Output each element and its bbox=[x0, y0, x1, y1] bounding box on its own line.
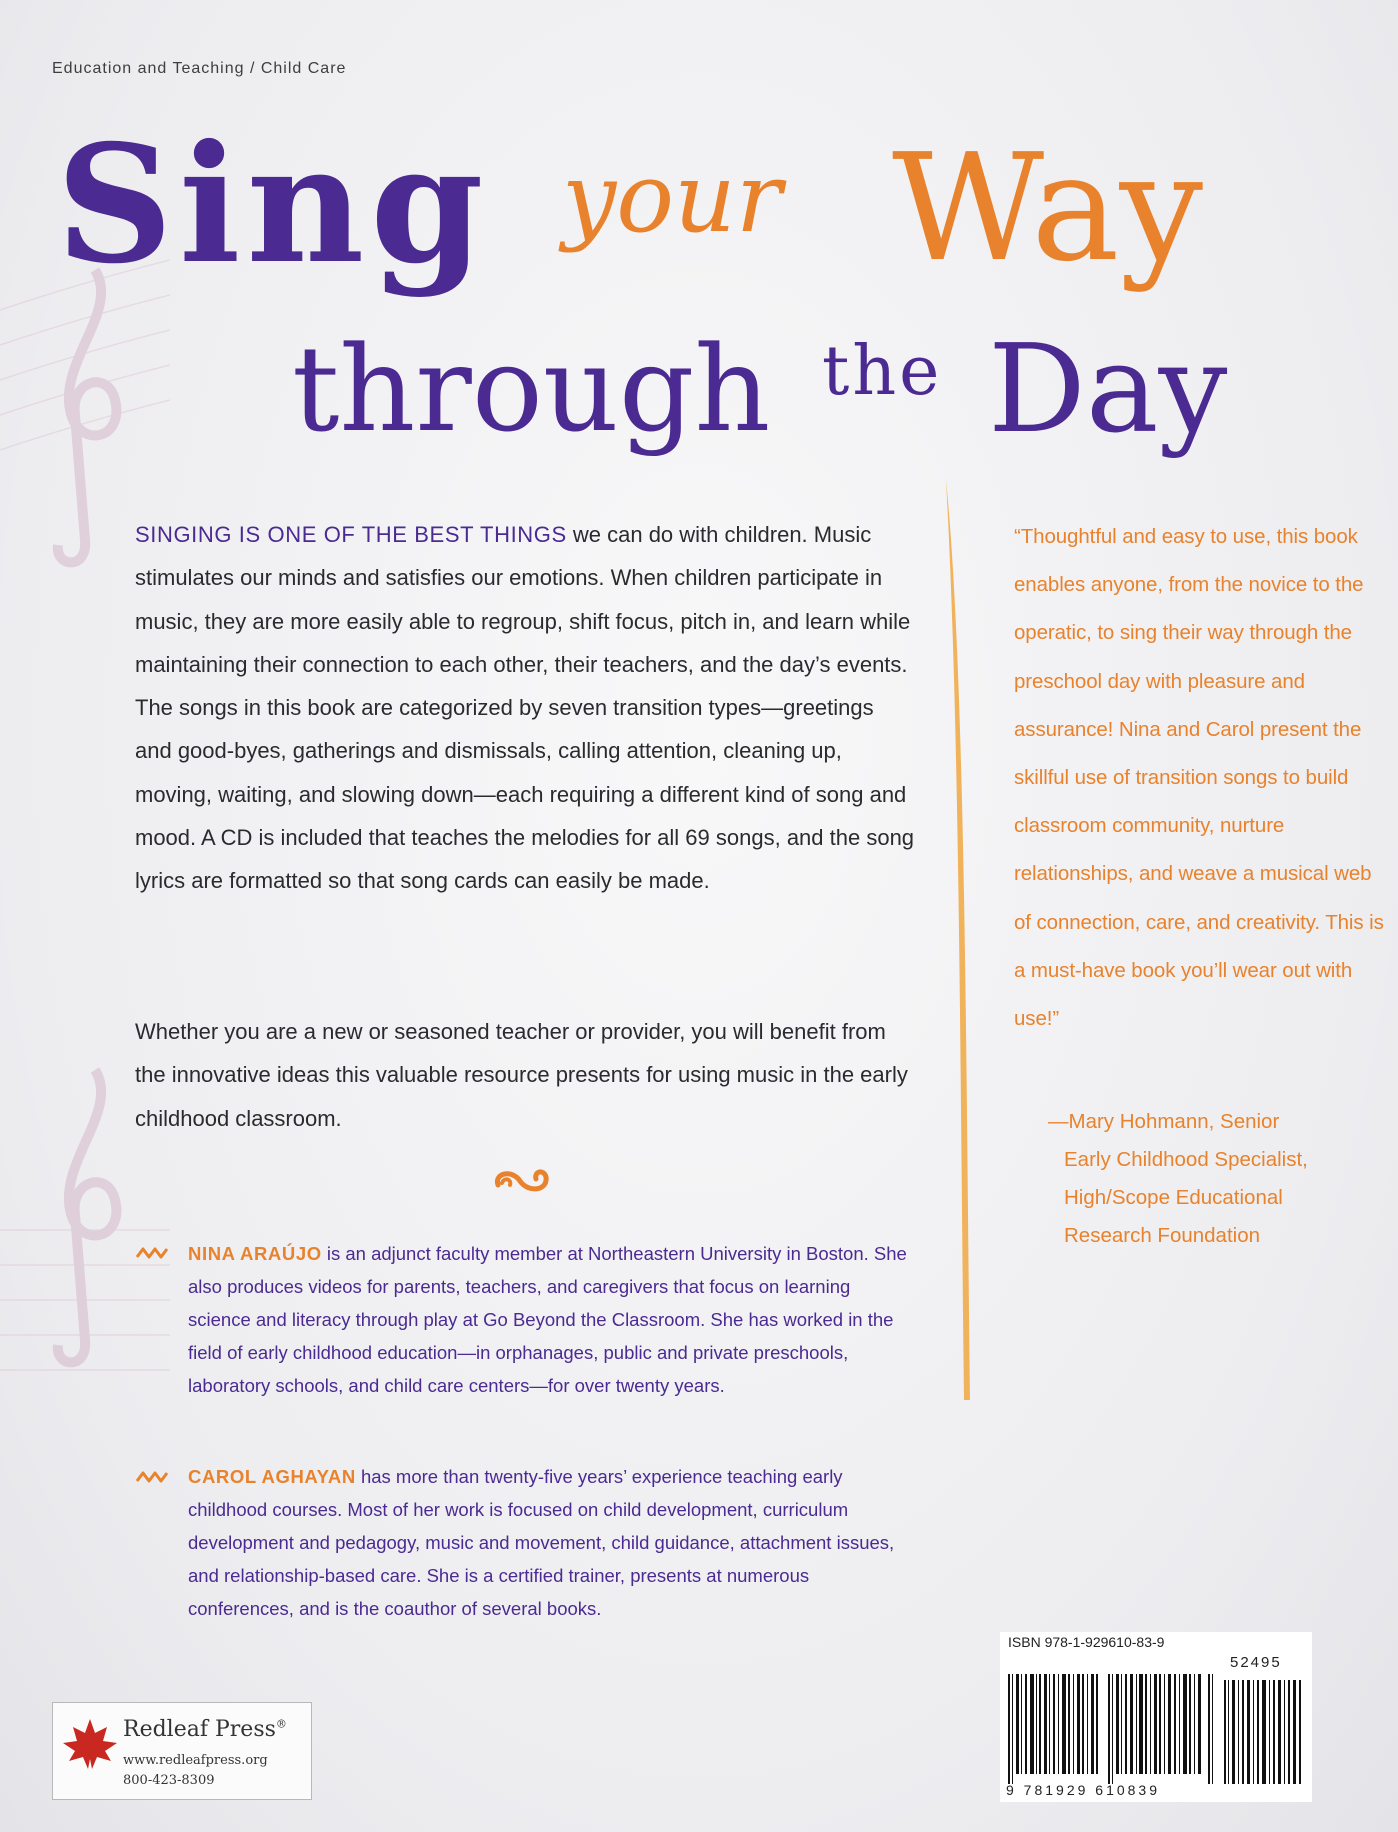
zigzag-bullet-icon bbox=[135, 1469, 173, 1485]
price-barcode-bars bbox=[1224, 1674, 1304, 1784]
attribution-line: High/Scope Educational bbox=[1064, 1186, 1283, 1209]
publisher-url: www.redleafpress.org bbox=[123, 1753, 268, 1768]
author-name: CAROL AGHAYAN bbox=[188, 1466, 356, 1487]
publisher-name: Redleaf Press® bbox=[123, 1717, 287, 1742]
title-your: your bbox=[562, 142, 782, 254]
title-sing: Sing bbox=[56, 110, 490, 300]
swirl-ornament-icon bbox=[490, 1163, 556, 1199]
maple-leaf-icon bbox=[61, 1715, 119, 1773]
price-code: 52495 bbox=[1230, 1654, 1282, 1671]
description-body: we can do with children. Music stimulates our minds and satisfies our emotions. When children participate in music, they are more easily able to regroup, shift focus, pitch in, and learn while maintaining their connection to each other, their teachers, and the day’s events. The songs in this book are categorized by seven transition types—greetings and good-byes, gatherings and dismissals, calling attention, cleaning up, moving, waiting, and slowing down—each requiring a different kind of song and mood. A CD is included that teaches the melodies for all 69 songs, and the song lyrics are formatted so that song cards can easily be made. bbox=[135, 522, 915, 894]
author-name: NINA ARAÚJO bbox=[188, 1243, 322, 1264]
attribution-line: —Mary Hohmann, Senior bbox=[1048, 1110, 1280, 1133]
title-the: the bbox=[822, 332, 943, 411]
category-label: Education and Teaching / Child Care bbox=[52, 60, 347, 77]
author-bio-1 bbox=[188, 1237, 908, 1402]
barcode-block bbox=[1000, 1632, 1312, 1802]
attribution-line: Early Childhood Specialist, bbox=[1064, 1148, 1308, 1171]
barcode-bars bbox=[1008, 1674, 1214, 1784]
title-through: through bbox=[292, 320, 771, 458]
description-paragraph-2: Whether you are a new or seasoned teacher or provider, you will benefit from the innovative ideas this valuable resource presents for using music in the early childhood classroom. bbox=[135, 1019, 908, 1131]
author-bio-2 bbox=[188, 1460, 908, 1625]
publisher-logo-box bbox=[52, 1702, 312, 1800]
zigzag-bullet-icon bbox=[135, 1245, 173, 1261]
swoosh-divider bbox=[940, 480, 970, 1400]
title-way: Way bbox=[892, 122, 1204, 294]
description-paragraph-1 bbox=[135, 513, 915, 903]
description-lead: SINGING IS ONE OF THE BEST THINGS bbox=[135, 522, 567, 547]
ean-digits: 9 781929 610839 bbox=[1006, 1782, 1160, 1798]
endorsement-quote: “Thoughtful and easy to use, this book enables anyone, from the novice to the operatic, to sing their way through the preschool day with pleasure and assurance! Nina and Carol present the skillful use of transition songs to build classroom community, nurture relationships, and weave a musical web of connection, care, and creativity. This is a must-have book you’ll wear out with use!” bbox=[1014, 525, 1384, 1031]
publisher-phone: 800-423-8309 bbox=[123, 1773, 215, 1788]
quote-attribution bbox=[1048, 1103, 1378, 1255]
title-day: Day bbox=[988, 318, 1228, 460]
author-bio-text: is an adjunct faculty member at Northeastern University in Boston. She also produces videos for parents, teachers, and caregivers that focus on learning science and literacy through play at Go Beyond the Classroom. She has worked in the field of early childhood education—in orphanages, public and private preschools, laboratory schools, and child care centers—for over twenty years. bbox=[188, 1243, 907, 1396]
attribution-line: Research Foundation bbox=[1064, 1224, 1261, 1247]
author-bio-text: has more than twenty-five years’ experience teaching early childhood courses. Most of her work is focused on child development, curriculum development and pedagogy, music and movement, child guidance, attachment issues, and relationship-based care. She is a certified trainer, presents at numerous conferences, and is the coauthor of several books. bbox=[188, 1466, 895, 1619]
isbn-text: ISBN 978-1-929610-83-9 bbox=[1008, 1634, 1165, 1650]
